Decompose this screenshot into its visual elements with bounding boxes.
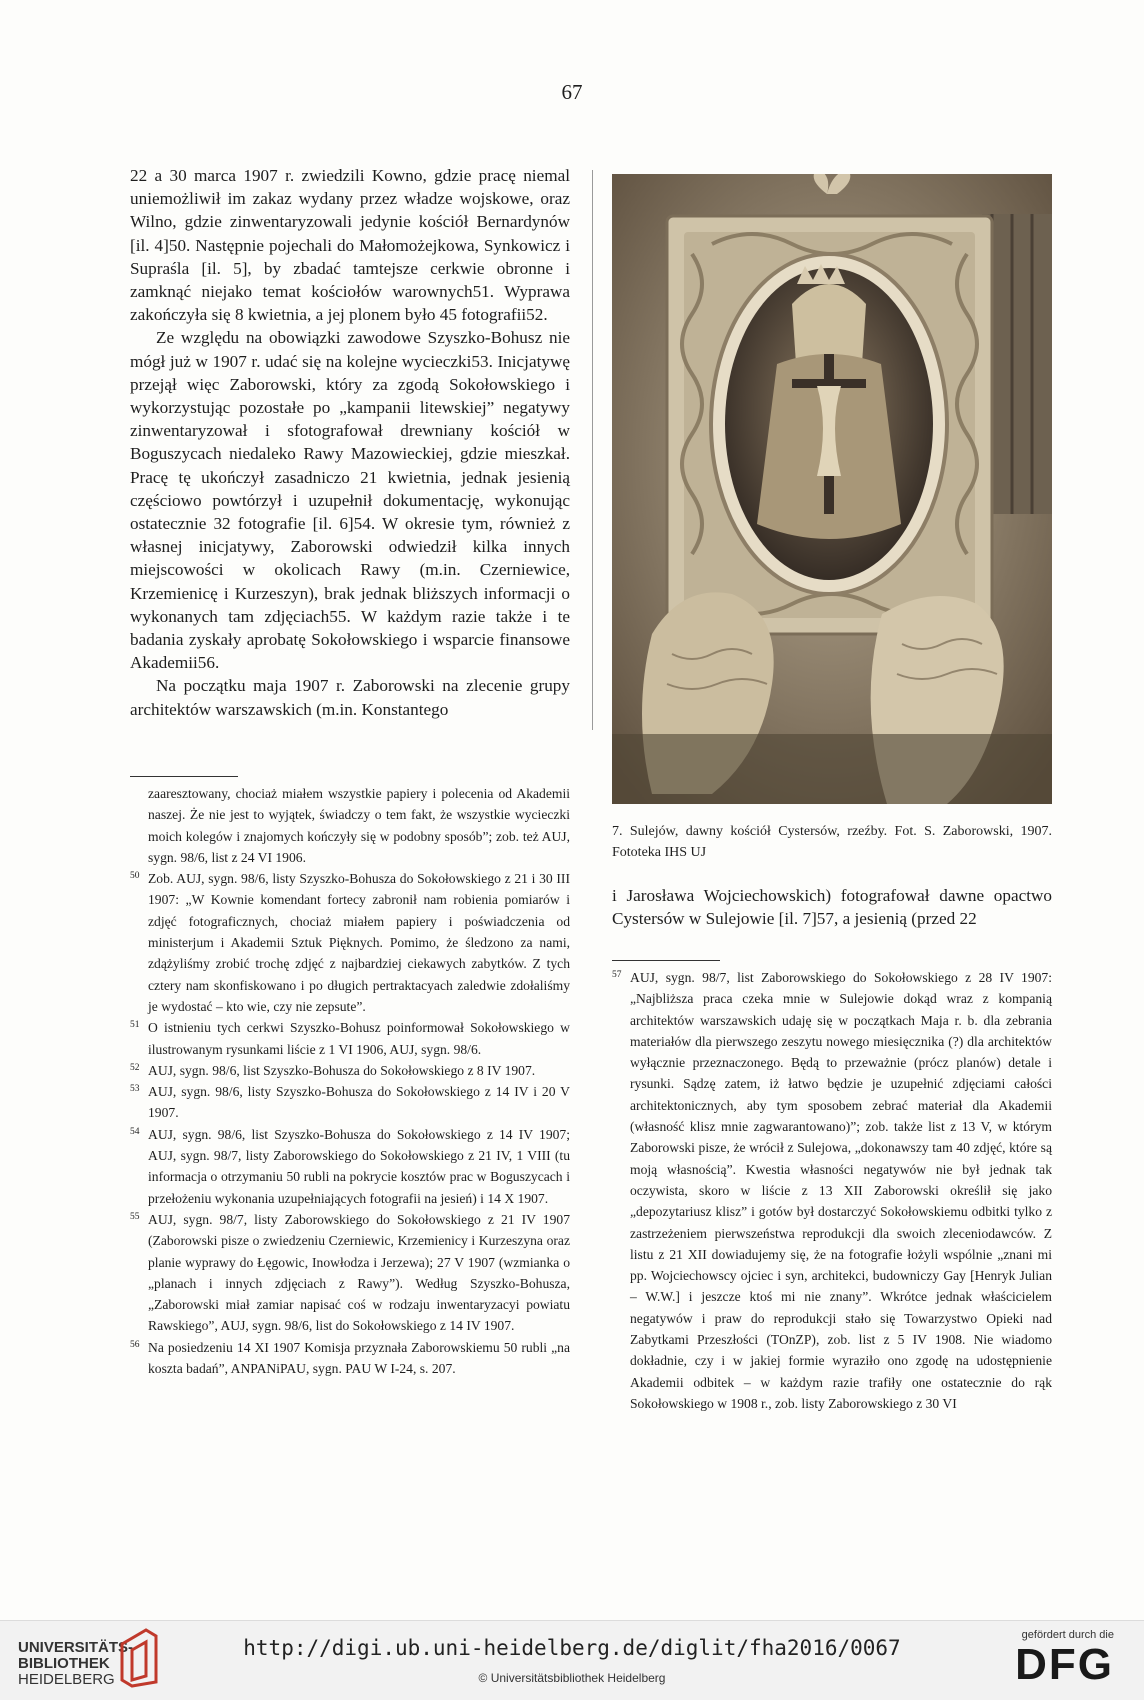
library-logo[interactable]: UNIVERSITÄTS- BIBLIOTHEK HEIDELBERG	[18, 1639, 134, 1688]
paragraph: 22 a 30 marca 1907 r. zwiedzili Kowno, gdzie pracę niemal uniemożliwił im zakaz wydany przez władze wojskowe, oraz Wilno, gdzie zinwentaryzowali jedynie kościół Bernardynów [il. 4]50. Następnie pojechali do Małomożejkowa, Synkowicz i Supraśla [il. 5], by zbadać tamtejsze cerkwie obronne i zamknąć niejako temat kościołów warownych51. Wyprawa zakończyła się 8 kwietnia, a jej plonem było 45 fotografii52.	[130, 166, 570, 325]
footnote-rule	[612, 960, 720, 961]
footnote: 53 AUJ, sygn. 98/6, listy Szyszko-Bohusza do Sokołowskiego z 14 IV i 20 V 1907.	[130, 1084, 570, 1121]
footnote-rule	[130, 776, 238, 777]
footnote: 54 AUJ, sygn. 98/6, list Szyszko-Bohusza do Sokołowskiego z 14 IV 1907; AUJ, sygn. 98/7, listy Zaborowskiego do Sokołowskiego z 21 IV, 1 VIII (tu informacja o otrzymaniu 50 rubli na pokrycie kosztów prac w Boguszycach i przełożeniu wykonania uzupełniających fotografii na jesień) i 14 X 1907.	[130, 1126, 570, 1206]
column-divider	[592, 170, 593, 730]
footnotes-left	[130, 783, 570, 1379]
footer-bar	[0, 1620, 1144, 1700]
funding-label: gefördert durch die	[1021, 1629, 1114, 1641]
footnote: 50 Zob. AUJ, sygn. 98/6, listy Szyszko-Bohusza do Sokołowskiego z 21 i 30 III 1907: „W Kownie komendant fortecy zabronił nam robienia pomiarów i zdjęć fotograficznych, chociaż miałem papiery i poświadczenia od ministerjum i Akademii Sztuk Pięknych. Pomimo, że śledzono za nami, zdążyliśmy zrobić trochę zdjęć z najbardziej ciekawych zabytków. Z tych cztery nam skonfiskowano i po długich pertraktacyach zaledwie zdołaliśmy je wydostać – kto wie, czy nie zepsute”.	[130, 871, 570, 1014]
main-text-left	[130, 164, 570, 721]
footnote: 55 AUJ, sygn. 98/7, listy Zaborowskiego do Sokołowskiego z 21 IV 1907 (Zaborowski pisze o zwiedzeniu Czerniewic, Krzemienicy i Kurzeszyna oraz planie wyprawy do Łęgowic, Inowłodza i Jerzewa); 27 V 1907 (wzmianka o „planach i innych zdjęciach z Rawy”). Według Szyszko-Bohusza, „Zaborowski miał zamiar napisać coś w rodzaju inwentaryzacyi powiatu Rawskiego”, AUJ, sygn. 98/6, list do Sokołowskiego z 14 IV 1907.	[130, 1211, 570, 1334]
main-text-right	[612, 884, 1052, 930]
document-url-link[interactable]: http://digi.ub.uni-heidelberg.de/diglit/fha2016/0067	[243, 1636, 901, 1660]
footnote: 57 AUJ, sygn. 98/7, list Zaborowskiego do Sokołowskiego z 28 IV 1907: „Najbliższa praca czeka mnie w Sulejowie dokąd wraz z kompanią architektów warszawskich udaję się w początkach Maja r. b. dla zebrania materiałów dla pierwszego zeszytu nowego miesięcznika (?) dla architektów wyłącznie przeznaczonego. Będą to przeważnie (prócz planów) detale i rysunki. Sądzę zatem, iż łatwo będzie je uzupełnić zdjęciami całości architektonicznych, aby tym sposobem zebrać materiał dla Akademii (własność klisz mnie zagwarantowano)”; zob. także list z 13 V, w którym Zaborowski pisze, że wrócił z Sulejowa, „dokonawszy tam 40 zdjęć, które są moją własnością”. Kwestia własności negatywów nie był jednak tak oczywista, skoro w liście z 13 XII Zaborowski określił się jako „depozytariusz klisz” i gotów był dostarczyć Sokołowskiemu odbitki tylko z zastrzeżeniem pierwszeństwa reprodukcji dla swoich zleceniodawców. Z listu z 21 XII dowiadujemy się, że na fotografie łożyli wspólnie „znani mi pp. Wojciechowscy ojciec i syn, architekci, budowniczy Gay [Henryk Julian – W.W.] i jeszcze ktoś mi nie znany”. Wkrótce jednak właścicielem negatywów i praw do reprodukcji stało się Towarzystwo Opieki nad Zabytkami Przeszłości (TOnZP), zob. list z 5 IV 1908. Nie wiadomo dokładnie, czy i w jakiej formie wyraziło ono zgodę na udostępnienie Akademii odbitek – w każdym razie trafiły one ostatecznie do rąk Sokołowskiego w 1908 r., zob. listy Zaborowskiego z 30 VI	[612, 970, 1052, 1411]
page-number: 67	[561, 80, 583, 104]
footnote: 51 O istnieniu tych cerkwi Szyszko-Bohusz poinformował Sokołowskiego w ilustrowanym rysunkami liście z 1 VI 1906, AUJ, sygn. 98/6.	[130, 1020, 570, 1057]
footnote: 56 Na posiedzeniu 14 XI 1907 Komisja przyznała Zaborowskiemu 50 rubli „na koszta badań”, ANPANiPAU, sygn. PAU W I-24, s. 207.	[130, 1339, 570, 1377]
dfg-logo[interactable]: DFG	[1015, 1640, 1114, 1689]
footnote: 52 AUJ, sygn. 98/6, list Szyszko-Bohusza do Sokołowskiego z 8 IV 1907.	[130, 1062, 536, 1078]
figure-photograph	[612, 174, 1052, 804]
copyright-text: © Universitätsbibliothek Heidelberg	[478, 1671, 666, 1685]
paragraph: i Jarosława Wojciechowskich) fotografował dawne opactwo Cystersów w Sulejowie [il. 7]57, a jesienią (przed 22	[612, 886, 1052, 929]
paragraph: Ze względu na obowiązki zawodowe Szyszko-Bohusz nie mógł już w 1907 r. udać się na kolejne wycieczki53. Inicjatywę przejął więc Zaborowski, który za zgodą Sokołowskiego i wykorzystując pozostałe po „kampanii litewskiej” negatywy zinwentaryzował i sfotografował drewniany kościół w Boguszycach niedaleko Rawy Mazowieckiej, gdzie mieszkał. Pracę tę ukończył zasadniczo 21 kwietnia, jednak jesienią częściowo powtórzył i uzupełnił dokumentację, wykonując ostatecznie 32 fotografie [il. 6]54. W okresie tym, również z własnej inicjatywy, Zaborowski odwiedził kilka innych miejscowości w okolicach Rawy (m.in. Czerniewice, Krzemienicę i Kurzeszyn), brak jednak bliższych informacji o wykonanych tam zdjęciach55. W każdym razie także i te badania zyskały aprobatę Sokołowskiego i wsparcie finansowe Akademii56.	[130, 328, 570, 673]
sculpture-photo-illustration	[612, 174, 1052, 804]
footnote: zaaresztowany, chociaż miałem wszystkie papiery i polecenia od Akademii naszej. Że nie jest to wyjątek, świadczy o tem fakt, że wszystkie wycieczki moich kolegów i znajomych kończyły się w podobny sposób”; zob. też AUJ, sygn. 98/6, list z 24 VI 1906.	[148, 786, 570, 865]
figure-caption: 7. Sulejów, dawny kościół Cystersów, rzeźby. Fot. S. Zaborowski, 1907. Fototeka IHS UJ	[612, 824, 1052, 860]
footnotes-right	[612, 967, 1052, 1414]
paragraph: Na początku maja 1907 r. Zaborowski na zlecenie grupy architektów warszawskich (m.in. Konstantego	[130, 676, 570, 719]
